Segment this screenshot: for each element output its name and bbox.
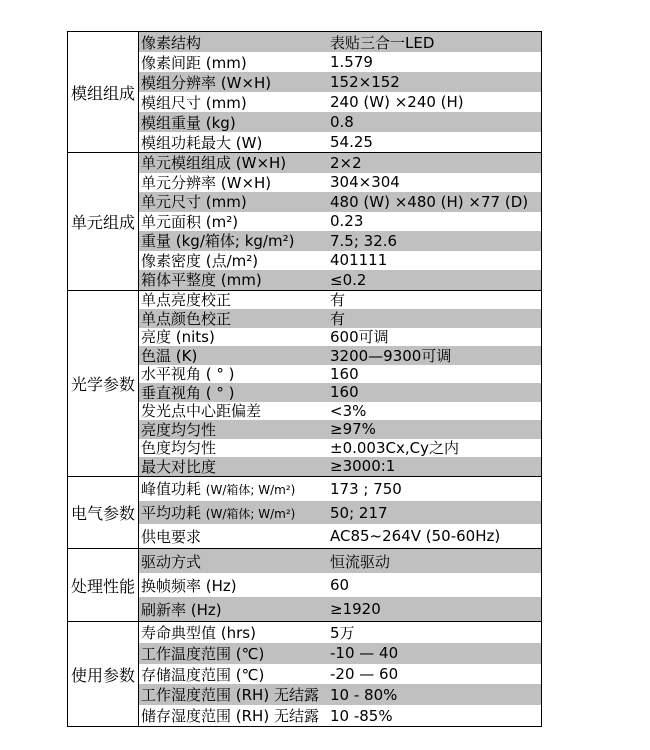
table-row: [139, 383, 541, 402]
param-label: [139, 32, 330, 52]
param-value: 5万: [330, 623, 355, 642]
table-row: [139, 402, 541, 421]
section-rows: [139, 32, 541, 152]
section-label: 模组组成: [68, 32, 139, 152]
table-row: [139, 328, 541, 347]
table-row: [139, 270, 541, 289]
param-value: 600可调: [330, 328, 389, 347]
param-label-text: 峰值功耗: [141, 480, 202, 499]
spec-section: [68, 291, 541, 477]
param-label-text: 平均功耗: [141, 504, 202, 523]
param-label-unit: (W/箱体; W/m²): [205, 483, 296, 498]
param-value: 恒流驱动: [330, 552, 391, 571]
table-row: [139, 457, 541, 476]
table-row: [139, 52, 541, 72]
section-label: 处理性能: [68, 549, 139, 621]
param-label-text: 发光点中心距偏差: [141, 402, 262, 421]
section-rows: [139, 477, 541, 549]
param-label: [139, 439, 330, 458]
param-label: [139, 328, 330, 347]
param-label: [139, 270, 330, 289]
spec-section: [68, 477, 541, 550]
param-value: 304×304: [330, 173, 400, 192]
param-label: [139, 599, 330, 620]
param-label-text: 刷新率 (Hz): [141, 600, 222, 619]
spec-section: [68, 622, 541, 726]
param-label-text: 亮度 (nits): [141, 328, 215, 347]
param-value: ≤0.2: [330, 270, 367, 289]
param-label: [139, 383, 330, 402]
table-row: [139, 477, 541, 501]
param-label: [139, 664, 330, 685]
table-row: [139, 212, 541, 231]
table-row: [139, 173, 541, 192]
param-value: 60: [330, 576, 350, 595]
param-label: [139, 173, 330, 192]
table-row: [139, 231, 541, 250]
param-label: [139, 251, 330, 270]
param-label-text: 像素密度 (点/m²): [141, 251, 259, 270]
section-label: 使用参数: [68, 622, 139, 726]
section-rows: [139, 549, 541, 621]
param-value: -10 — 40: [330, 644, 399, 663]
table-row: [139, 705, 541, 726]
param-label: [139, 112, 330, 132]
table-row: [139, 132, 541, 152]
param-value: 173 ; 750: [330, 479, 402, 498]
table-row: [139, 92, 541, 112]
table-row: [139, 192, 541, 211]
spec-section: [68, 32, 541, 153]
param-label-text: 模组重量 (kg): [141, 113, 236, 132]
table-row: [139, 251, 541, 270]
param-label: [139, 291, 330, 310]
param-value: 0.8: [330, 113, 354, 132]
param-value: 10 -85%: [330, 706, 393, 725]
table-row: [139, 549, 541, 573]
param-value: 240 (W) ×240 (H): [330, 93, 464, 112]
param-label-text: 垂直视角 ( ° ): [141, 383, 235, 402]
param-label-text: 色温 (K): [141, 346, 198, 365]
param-label: [139, 365, 330, 384]
param-label: [139, 575, 330, 596]
param-label: [139, 502, 330, 523]
param-value: ±0.003Cx,Cy之内: [330, 439, 459, 458]
table-row: [139, 291, 541, 310]
param-value: 7.5; 32.6: [330, 231, 398, 250]
param-label-text: 模组功耗最大 (W): [141, 133, 263, 152]
param-label-text: 单元分辨率 (W×H): [141, 173, 272, 192]
param-label: [139, 457, 330, 476]
param-label: [139, 132, 330, 152]
param-label-text: 换帧频率 (Hz): [141, 576, 237, 595]
param-label-text: 单点亮度校正: [141, 291, 232, 310]
param-label: [139, 402, 330, 421]
param-label: [139, 420, 330, 439]
table-row: [139, 664, 541, 685]
param-label-text: 工作温度范围 (℃): [141, 644, 265, 663]
param-label: [139, 212, 330, 231]
spec-table: [67, 31, 542, 727]
table-row: [139, 420, 541, 439]
param-label-text: 模组分辨率 (W×H): [141, 73, 272, 92]
param-value: 152×152: [330, 73, 400, 92]
param-label-text: 驱动方式: [141, 552, 202, 571]
table-row: [139, 346, 541, 365]
spec-section: [68, 549, 541, 622]
section-rows: [139, 622, 541, 726]
table-row: [139, 32, 541, 52]
param-label-text: 像素结构: [141, 33, 202, 52]
param-label-text: 像素间距 (mm): [141, 53, 247, 72]
param-label-text: 重量 (kg/箱体; kg/m²): [141, 232, 295, 251]
param-label-text: 工作湿度范围 (RH) 无结露: [141, 686, 319, 705]
param-label-text: 供电要求: [141, 527, 202, 546]
param-value: 160: [330, 364, 359, 383]
param-label: [139, 643, 330, 664]
param-label: [139, 231, 330, 250]
param-value: 50; 217: [330, 503, 388, 522]
spec-section: [68, 153, 541, 290]
param-label-text: 最大对比度: [141, 457, 217, 476]
param-label: [139, 309, 330, 328]
param-label-text: 寿命典型值 (hrs): [141, 623, 256, 642]
table-row: [139, 597, 541, 621]
param-label-text: 储存湿度范围 (RH) 无结露: [141, 707, 319, 726]
table-row: [139, 524, 541, 548]
param-label: [139, 684, 330, 705]
param-label: [139, 526, 330, 547]
param-label-text: 单点颜色校正: [141, 309, 232, 328]
table-row: [139, 439, 541, 458]
section-label: 光学参数: [68, 291, 139, 476]
param-value: AC85~264V (50-60Hz): [330, 527, 501, 546]
param-value: 3200—9300可调: [330, 346, 452, 365]
table-row: [139, 309, 541, 328]
section-label: 单元组成: [68, 153, 139, 289]
param-value: 1.579: [330, 53, 373, 72]
param-label-text: 单元尺寸 (mm): [141, 193, 247, 212]
table-row: [139, 684, 541, 705]
param-label: [139, 153, 330, 172]
param-label-text: 存储温度范围 (℃): [141, 665, 265, 684]
param-value: 10 - 80%: [330, 685, 398, 704]
param-label-text: 单元模组组成 (W×H): [141, 154, 287, 173]
param-label: [139, 72, 330, 92]
param-label-text: 亮度均匀性: [141, 420, 217, 439]
param-label: [139, 192, 330, 211]
param-label-unit: (W/箱体; W/m²): [205, 507, 296, 522]
param-label: [139, 705, 330, 726]
section-rows: [139, 291, 541, 476]
section-label: 电气参数: [68, 477, 139, 549]
param-label-text: 水平视角 ( ° ): [141, 365, 235, 384]
section-rows: [139, 153, 541, 289]
table-row: [139, 573, 541, 597]
param-value: ≥1920: [330, 600, 381, 619]
table-row: [139, 643, 541, 664]
param-label-text: 箱体平整度 (mm): [141, 271, 262, 290]
param-value: ≥97%: [330, 420, 376, 439]
param-label: [139, 52, 330, 72]
param-label-text: 单元面积 (m²): [141, 212, 239, 231]
param-label: [139, 622, 330, 643]
param-value: -20 — 60: [330, 665, 399, 684]
param-value: 401111: [330, 251, 388, 270]
param-value: 0.23: [330, 212, 364, 231]
param-label: [139, 92, 330, 112]
param-label-text: 模组尺寸 (mm): [141, 93, 247, 112]
param-value: 2×2: [330, 153, 362, 172]
table-row: [139, 365, 541, 384]
param-label: [139, 478, 330, 499]
table-row: [139, 501, 541, 525]
table-row: [139, 622, 541, 643]
param-value: ≥3000:1: [330, 457, 396, 476]
param-label: [139, 346, 330, 365]
param-label-text: 色度均匀性: [141, 439, 217, 458]
table-row: [139, 112, 541, 132]
param-value: 480 (W) ×480 (H) ×77 (D): [330, 192, 529, 211]
table-row: [139, 153, 541, 172]
param-value: 160: [330, 383, 359, 402]
table-row: [139, 72, 541, 92]
param-value: <3%: [330, 401, 367, 420]
param-value: 有: [330, 291, 346, 310]
param-label: [139, 551, 330, 572]
param-value: 表贴三合一LED: [330, 33, 435, 52]
param-value: 54.25: [330, 133, 373, 152]
param-value: 有: [330, 309, 346, 328]
